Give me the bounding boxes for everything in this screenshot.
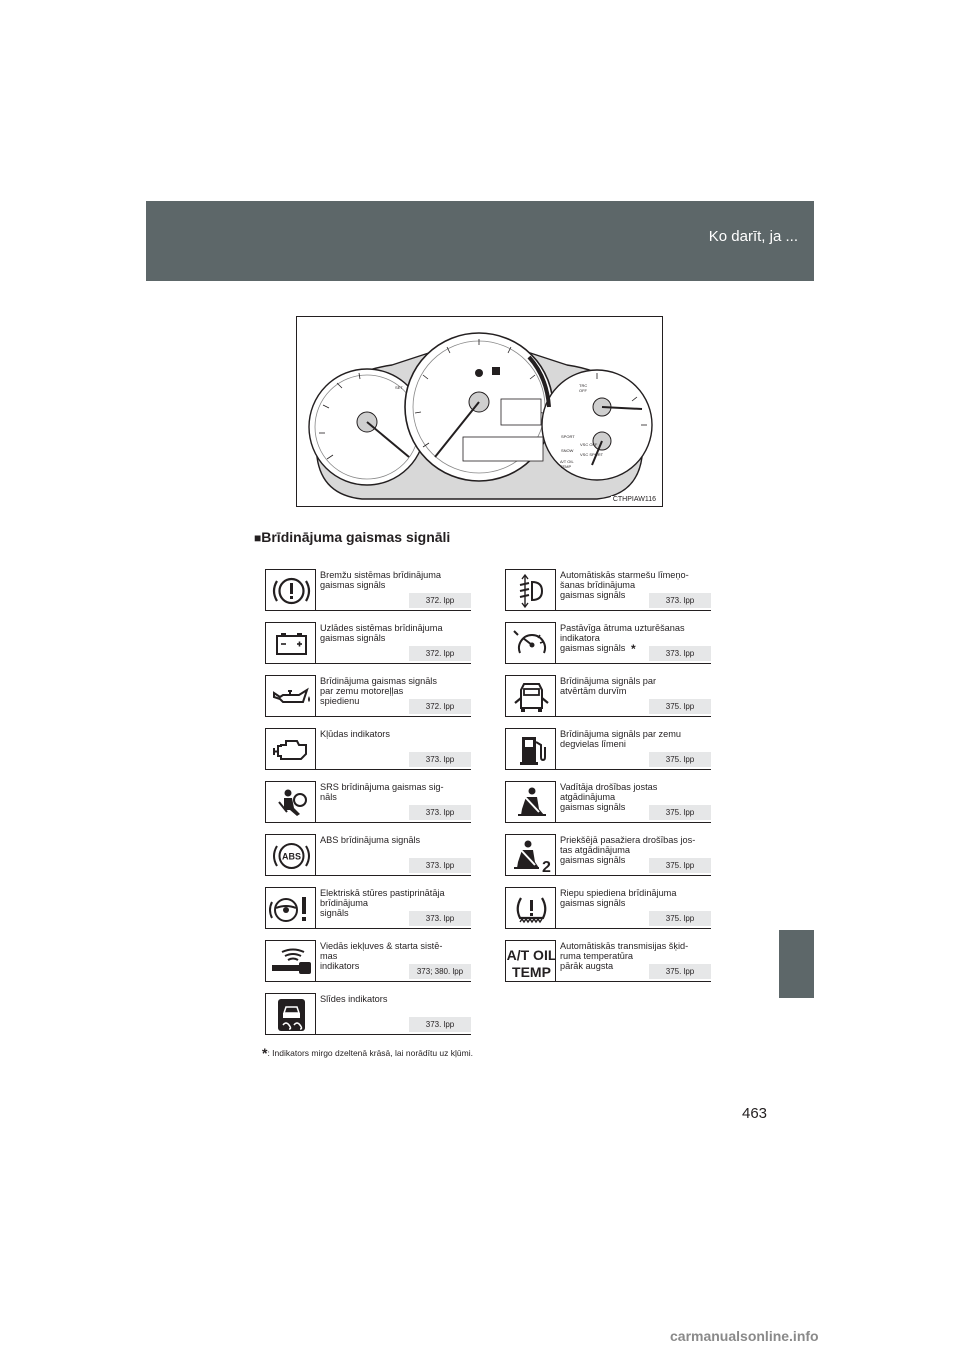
section-bullet: ■ <box>254 531 262 545</box>
entry-open-door <box>505 675 711 717</box>
entry-tire-pressure <box>505 887 711 929</box>
section-title-text: Brīdinājuma gaismas signāli <box>261 529 451 545</box>
at-oil-temp-icon-line1: A/T OIL <box>506 947 557 963</box>
entry-rule <box>556 716 711 717</box>
entry-charging-system <box>265 622 471 664</box>
section-title <box>254 529 450 545</box>
oil-can-icon <box>265 675 316 717</box>
entry-text: Priekšējā pasažiera drošības jos- tas atgādinājuma gaismas signāls <box>560 835 696 865</box>
page-ref: 373. lpp <box>409 858 471 873</box>
page-ref: 375. lpp <box>649 699 711 714</box>
page-ref: 373. lpp <box>409 805 471 820</box>
entry-smart-key <box>265 940 471 982</box>
entry-srs <box>265 781 471 823</box>
footnote <box>262 1045 473 1061</box>
entry-text: Bremžu sistēmas brīdinājuma gaismas signāls <box>320 570 442 590</box>
brake-warning-icon <box>265 569 316 611</box>
footnote-star: * <box>262 1045 268 1061</box>
entry-text: Viedās iekļuves & starta sistē- mas indikators <box>320 941 443 971</box>
page-ref: 372. lpp <box>409 593 471 608</box>
page-ref: 375. lpp <box>649 911 711 926</box>
entry-rule <box>556 981 711 982</box>
page-ref: 373. lpp <box>649 646 711 661</box>
page-number: 463 <box>742 1105 768 1122</box>
abs-icon <box>265 834 316 876</box>
svg-text:VSC SPORT: VSC SPORT <box>580 452 604 457</box>
instrument-cluster-illustration <box>297 317 662 506</box>
entry-slip-indicator <box>265 993 471 1035</box>
entry-rule <box>316 928 471 929</box>
watermark: carmanualsonline.info <box>670 1328 819 1344</box>
battery-icon <box>265 622 316 664</box>
svg-text:SPORT: SPORT <box>561 434 575 439</box>
at-oil-temp-icon <box>505 940 556 982</box>
passenger-seatbelt-icon <box>505 834 556 876</box>
svg-text:ABS: ABS <box>281 851 302 862</box>
footnote-text: : Indikators mirgo dzeltenā krāsā, lai norādītu uz kļūmi. <box>267 1048 473 1058</box>
page-ref: 373; 380. lpp <box>409 964 471 979</box>
entry-headlight-leveling <box>505 569 711 611</box>
entry-rule <box>316 1034 471 1035</box>
entry-text: Riepu spiediena brīdinājuma gaismas signāls <box>560 888 677 908</box>
entry-rule <box>316 769 471 770</box>
entry-abs <box>265 834 471 876</box>
entry-rule <box>556 928 711 929</box>
page-ref: 373. lpp <box>649 593 711 608</box>
entry-text: Brīdinājuma signāls par atvērtām durvīm <box>560 676 657 696</box>
at-oil-temp-icon-line2: TEMP <box>512 964 551 980</box>
header-band <box>146 201 814 281</box>
chapter-side-tab <box>779 930 814 998</box>
check-engine-icon <box>265 728 316 770</box>
entry-text: Kļūdas indikators <box>320 729 390 739</box>
entry-rule <box>316 875 471 876</box>
figure-code: CTHPIAW116 <box>612 496 656 503</box>
svg-text:SNOW: SNOW <box>561 448 574 453</box>
entry-rule <box>556 663 711 664</box>
svg-text:OFF: OFF <box>579 388 587 393</box>
entry-oil-pressure <box>265 675 471 717</box>
slip-indicator-icon <box>265 993 316 1035</box>
svg-text:VSC OFF: VSC OFF <box>580 442 598 447</box>
seatbelt-icon <box>505 781 556 823</box>
entry-rule <box>316 663 471 664</box>
entry-at-oil-temp <box>505 940 711 982</box>
entry-text: Automātiskās starmešu līmeņo- šanas brīdinājuma gaismas signāls <box>560 570 689 600</box>
entry-text: Automātiskās transmisijas šķid- ruma temperatūra pārāk augsta <box>560 941 689 971</box>
page-ref: 375. lpp <box>649 858 711 873</box>
page-ref: 373. lpp <box>409 1017 471 1032</box>
chapter-title: Ko darīt, ja ... <box>708 228 798 245</box>
entry-malfunction-indicator <box>265 728 471 770</box>
entry-text: Vadītāja drošības jostas atgādinājuma gaismas signāls <box>560 782 658 812</box>
entry-rule <box>556 769 711 770</box>
page-ref: 372. lpp <box>409 646 471 661</box>
page-ref: 375. lpp <box>649 805 711 820</box>
entry-text: Pastāvīga ātruma uzturēšanas indikatora gaismas signāls <box>560 623 685 653</box>
entry-text: Uzlādes sistēmas brīdinājuma gaismas signāls <box>320 623 443 643</box>
svg-text:A/T OIL: A/T OIL <box>560 459 574 464</box>
cruise-control-icon <box>505 622 556 664</box>
page-ref: 375. lpp <box>649 752 711 767</box>
tire-pressure-icon <box>505 887 556 929</box>
entry-text: Slīdes indikators <box>320 994 388 1004</box>
instrument-cluster-figure <box>296 316 663 507</box>
page-ref: 375. lpp <box>649 964 711 979</box>
entry-rule <box>556 875 711 876</box>
entry-text: ABS brīdinājuma signāls <box>320 835 421 845</box>
page-ref: 373. lpp <box>409 752 471 767</box>
entry-passenger-seatbelt <box>505 834 711 876</box>
entry-cruise-control <box>505 622 711 664</box>
smart-key-icon <box>265 940 316 982</box>
power-steering-icon <box>265 887 316 929</box>
entry-rule <box>316 716 471 717</box>
entry-low-fuel <box>505 728 711 770</box>
page-ref: 373. lpp <box>409 911 471 926</box>
entry-rule <box>316 981 471 982</box>
entry-driver-seatbelt <box>505 781 711 823</box>
entry-text: Brīdinājuma gaismas signāls par zemu motoreļļas spiedienu <box>320 676 437 706</box>
page-ref: 372. lpp <box>409 699 471 714</box>
entry-text: Brīdinājuma signāls par zemu degvielas līmeni <box>560 729 682 749</box>
entry-rule <box>316 822 471 823</box>
fuel-pump-icon <box>505 728 556 770</box>
entry-text: SRS brīdinājuma gaismas sig- nāls <box>320 782 444 802</box>
open-door-icon <box>505 675 556 717</box>
entry-rule <box>316 610 471 611</box>
svg-text:SET: SET <box>395 385 403 390</box>
airbag-icon <box>265 781 316 823</box>
footnote-marker: * <box>631 642 636 656</box>
entry-rule <box>556 822 711 823</box>
svg-text:TRC: TRC <box>579 383 588 388</box>
entry-rule <box>556 610 711 611</box>
entry-power-steering <box>265 887 471 929</box>
svg-text:TEMP: TEMP <box>560 464 572 469</box>
entry-brake-warning <box>265 569 471 611</box>
passenger-seatbelt-icon-number: 2 <box>542 859 551 876</box>
entry-text: Elektriskā stūres pastiprinātāja brīdinājuma signāls <box>320 888 445 918</box>
headlight-leveling-icon <box>505 569 556 611</box>
